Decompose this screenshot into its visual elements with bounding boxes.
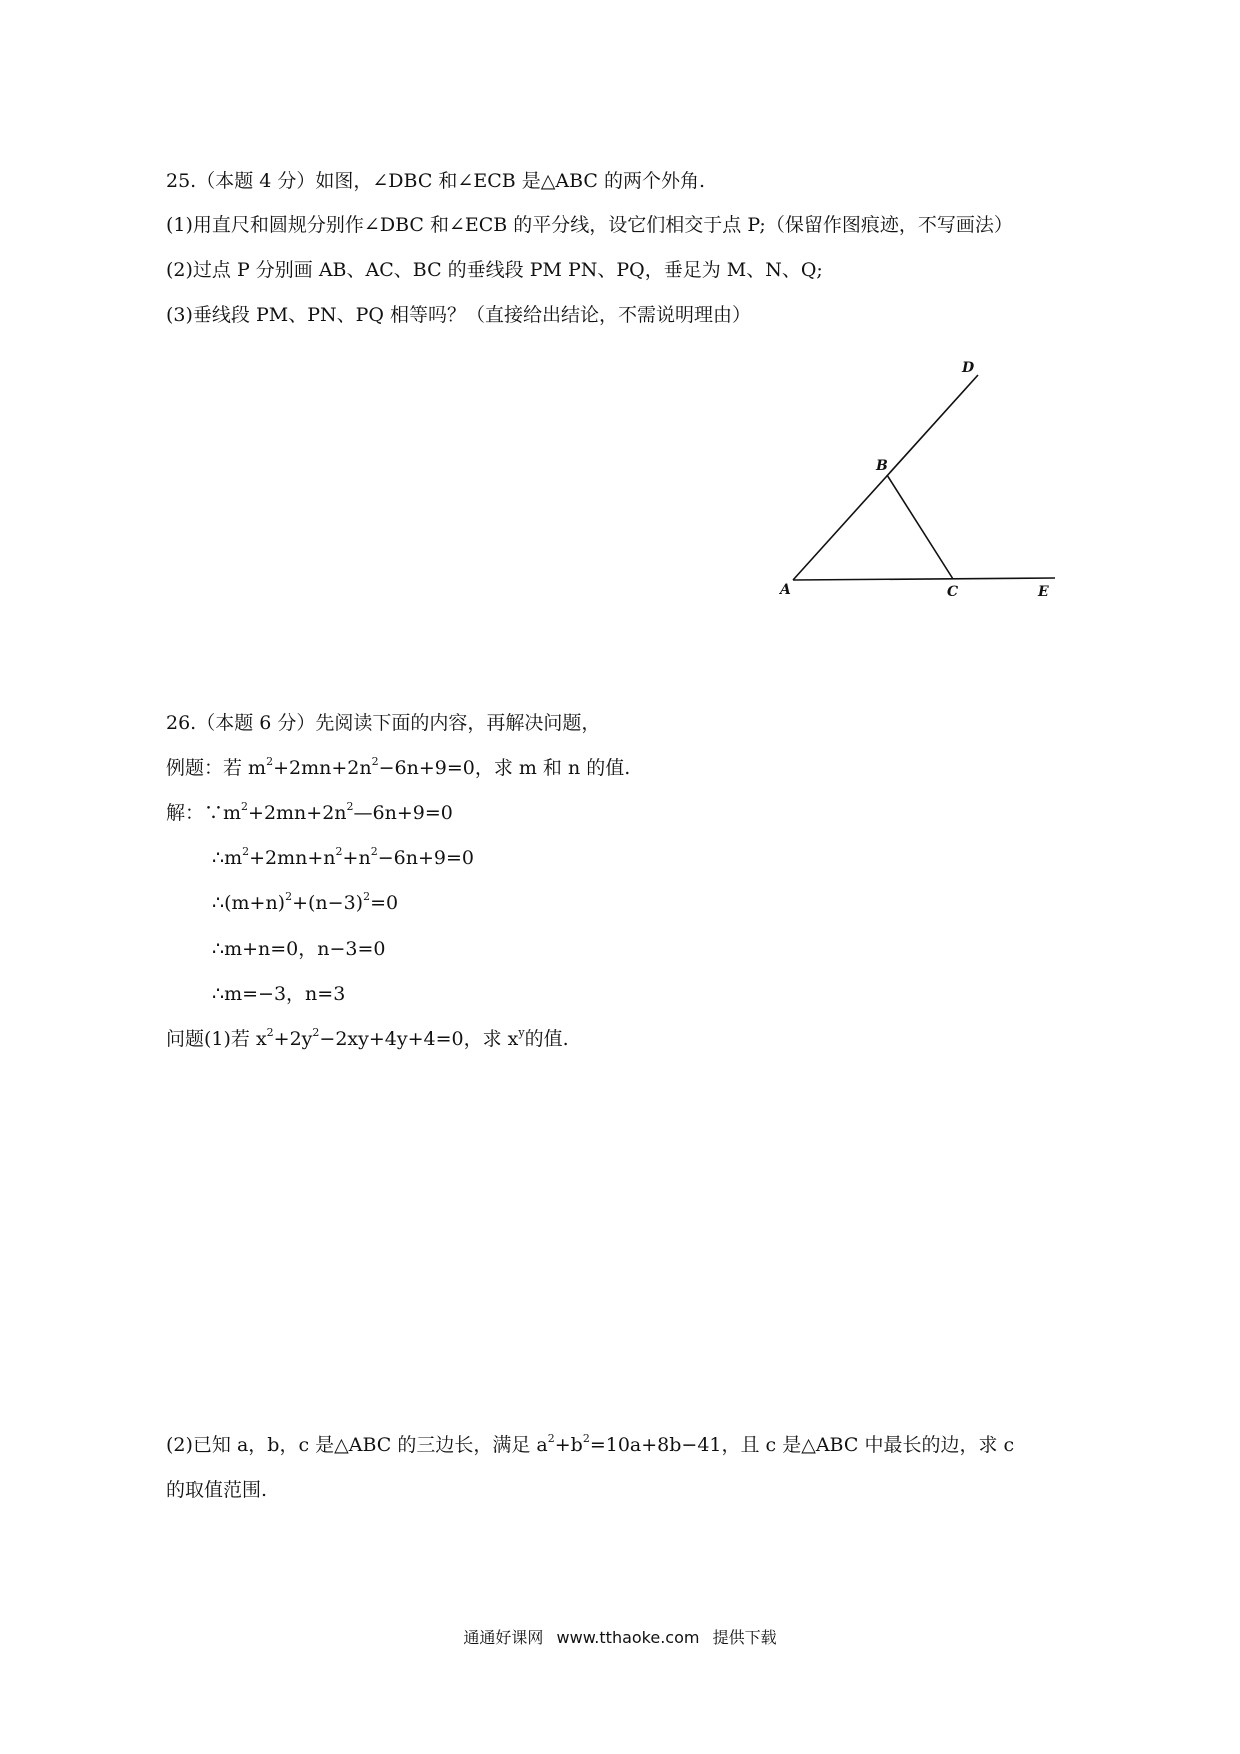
line-ad [793, 375, 978, 580]
sol1-suffix: —6n+9=0 [353, 802, 453, 824]
exp: 2 [242, 845, 250, 858]
exp: 2 [582, 1432, 590, 1445]
q26-solution-line3 [212, 890, 398, 916]
footer-site-name: 通通好课网 [463, 1628, 544, 1647]
sol2-suffix: −6n+9=0 [377, 847, 474, 869]
q26-question1 [166, 1026, 569, 1052]
exp: 2 [370, 845, 378, 858]
q1-prefix: 问题(1)若 x [166, 1028, 267, 1050]
sol2-mid2: +n [342, 847, 371, 869]
q26-question2-line2: 的取值范围. [166, 1479, 268, 1501]
exp: 2 [363, 890, 371, 903]
q26-solution-line4: ∴m+n=0，n−3=0 [212, 938, 386, 960]
q2-suffix: =10a+8b−41，且 c 是△ABC 中最长的边，求 c [589, 1434, 1015, 1456]
sol2-mid1: +2mn+n [249, 847, 336, 869]
exp: 2 [285, 890, 293, 903]
label-b: B [876, 458, 888, 474]
label-e: E [1038, 584, 1049, 600]
exp: 2 [266, 1026, 274, 1039]
example-prefix: 例题：若 m [166, 757, 267, 779]
sol1-mid: +2mn+2n [248, 802, 347, 824]
sol3-mid: +(n−3) [292, 892, 364, 914]
q1-suffix: 的值. [524, 1028, 569, 1050]
example-mid: +2mn+2n [273, 757, 372, 779]
q26-example [166, 755, 630, 781]
q26-solution-line2 [212, 845, 474, 871]
example-suffix: −6n+9=0，求 m 和 n 的值. [378, 757, 631, 779]
exp: 2 [371, 755, 379, 768]
exp: 2 [547, 1432, 555, 1445]
q2-prefix: (2)已知 a，b，c 是△ABC 的三边长，满足 a [166, 1434, 548, 1456]
q25-part2: (2)过点 P 分别画 AB、AC、BC 的垂线段 PM PN、PQ，垂足为 M、N、Q; [166, 259, 823, 281]
exp-y: y [518, 1026, 525, 1039]
sol-prefix: 解：∵m [166, 802, 242, 824]
label-d: D [962, 360, 975, 376]
exp: 2 [312, 1026, 320, 1039]
label-a: A [780, 582, 791, 598]
page-footer [0, 1625, 1240, 1648]
triangle-diagram [770, 350, 1090, 610]
sol3-suffix: =0 [370, 892, 399, 914]
triangle-figure [770, 350, 1090, 610]
q25-part1: (1)用直尺和圆规分别作∠DBC 和∠ECB 的平分线，设它们相交于点 P;（保留作图痕迹，不写画法） [166, 214, 1013, 236]
label-c: C [947, 584, 959, 600]
q1-mid2: −2xy+4y+4=0，求 x [319, 1028, 519, 1050]
q25-header: 25.（本题 4 分）如图，∠DBC 和∠ECB 是△ABC 的两个外角. [166, 170, 706, 192]
line-ae [793, 578, 1055, 580]
q26-header: 26.（本题 6 分）先阅读下面的内容，再解决问题， [166, 712, 601, 734]
q26-solution-line5: ∴m=−3，n=3 [212, 983, 346, 1005]
exp: 2 [346, 800, 354, 813]
exp: 2 [335, 845, 343, 858]
q25-part3: (3)垂线段 PM、PN、PQ 相等吗？（直接给出结论，不需说明理由） [166, 304, 752, 326]
sol3-prefix: ∴(m+n) [212, 892, 286, 914]
q26-solution-line1 [166, 800, 453, 826]
q2-mid: +b [554, 1434, 583, 1456]
sol2-prefix: ∴m [212, 847, 243, 869]
segment-bc [887, 475, 953, 579]
exp: 2 [241, 800, 249, 813]
footer-url[interactable]: www.tthaoke.com [556, 1628, 700, 1647]
exp: 2 [266, 755, 274, 768]
q1-mid1: +2y [273, 1028, 313, 1050]
q26-question2-line1 [166, 1432, 1014, 1458]
footer-suffix: 提供下载 [712, 1628, 777, 1647]
